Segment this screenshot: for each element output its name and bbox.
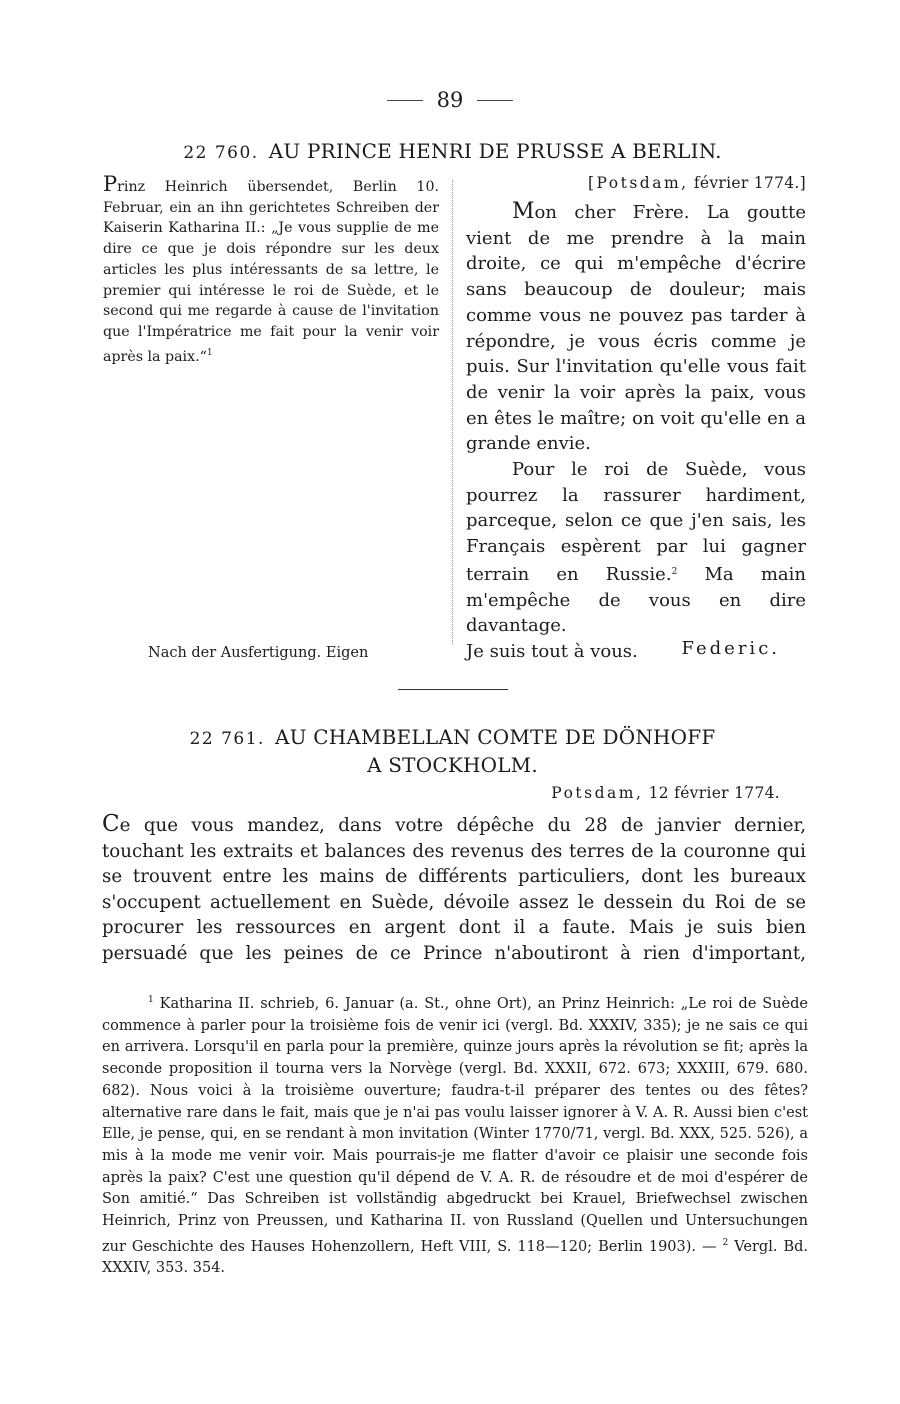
letter-2-dateline-place: Potsdam, xyxy=(551,784,644,802)
letter-2-body-text: e que vous mandez, dans votre dépêche du 28 de janvier dernier, touchant les extraits et balances des revenus des terres de la couronne qui se trouvent entre les mains de différents particuliers, dont les bureaux s'occupent actuellement en Suède, dévoile assez le dessein du Roi de se procurer les ressources en argent dont il a faute. Mais je suis bien persuadé que les peines de ce Prince n'aboutiront à rien d'important, xyxy=(102,815,806,964)
letter-1-paragraph-3: Je suis tout à vous. xyxy=(466,640,638,662)
page-number-rule-left xyxy=(387,100,423,101)
footnote-2-mark: 2 xyxy=(722,1237,729,1248)
letter-2-heading xyxy=(100,724,805,778)
letter-2-dateline-date: 12 février 1774. xyxy=(648,784,780,802)
column-divider xyxy=(452,180,453,645)
page-number-rule-right xyxy=(477,100,513,101)
letter-2-title-line-2: A STOCKHOLM. xyxy=(367,753,538,777)
section-separator xyxy=(398,689,508,690)
footnote-1-mark: 1 xyxy=(148,995,154,1005)
letter-2-initial: C xyxy=(102,811,120,837)
letter-2-number: 22 761. xyxy=(189,729,265,749)
letter-1-dateline xyxy=(466,174,806,192)
footnote-2-text: Vergl. Bd. XXXIV, 353. 354. xyxy=(102,1238,808,1277)
letter-1-text xyxy=(466,174,806,665)
letter-1-paragraph-1 xyxy=(466,199,806,457)
letter-1-heading xyxy=(100,138,805,166)
letter-2-body xyxy=(102,812,806,967)
footnote-ref-2: 2 xyxy=(671,566,678,577)
letter-1-initial: M xyxy=(512,199,535,224)
summary-initial: P xyxy=(103,172,118,196)
letter-1-paragraph-2-text-b: Ma main m'empêche de vous en dire davantage. xyxy=(466,563,806,637)
letter-1-number: 22 760. xyxy=(183,143,259,163)
letter-2-title-line-1: AU CHAMBELLAN COMTE DE DÖNHOFF xyxy=(274,725,716,749)
letter-1-signature: Federic. xyxy=(681,638,780,659)
letter-1-paragraph-2 xyxy=(466,457,806,639)
letter-1-paragraph-1-text: on cher Frère. La goutte vient de me prendre à la main droite, ce qui m'empêche d'écrire sans beaucoup de douleur; mais comme vous ne pouvez pas tarder à répondre, je vous écris comme je puis. Sur l'invitation qu'elle vous fait de venir la voir après la paix, vous en êtes le maître; on voit qu'elle en a grande envie. xyxy=(466,202,806,455)
letter-1-paragraph-2-text-a: Pour le roi de Suède, vous pourrez la rassurer hardiment, parceque, selon ce que j'en sais, les Français espèrent par lui gagner terrain en Russie. xyxy=(466,459,806,585)
letter-1-dateline-place: [Potsdam, xyxy=(587,174,689,192)
page-number xyxy=(0,88,900,112)
letter-2-heading-line-1 xyxy=(100,724,805,752)
letter-2-dateline xyxy=(551,784,780,802)
footnote-ref-1: 1 xyxy=(206,347,213,358)
footnotes xyxy=(102,990,808,1280)
letter-1-title: AU PRINCE HENRI DE PRUSSE A BERLIN. xyxy=(268,139,722,163)
footnote-1-text: Katharina II. schrieb, 6. Januar (a. St., ohne Ort), an Prinz Heinrich: „Le roi de Suède commence à parler pour la troisième fois de venir ici (vergl. Bd. XXXIV, 335); je ne sais ce qui en arrivera. Lorsqu'il en parla pour la première, quinze jours après la révolution se fit; après la seconde proposition il tourna vers la Norvège (vergl. Bd. XXXII, 672. 673; XXXIII, 679. 680. 682). Nous voici à la troisième ouverture; faudra-t-il préparer des tentes ou des fêtes? alternative rare dans le fait, mais que je n'ai pas voulu laisser ignorer à V. A. R. Aussi bien c'est Elle, je pense, qui, en se rendant à mon invitation (Winter 1770/71, vergl. Bd. XXX, 525. 526), a mis à la mode me venir voir. Mais pourrais-je me flatter d'avoir ce plaisir une seconde fois après la paix? C'est une question qu'il dépend de V. A. R. de résoudre et de moi d'espérer de Son amitié.“ Das Schreiben ist vollständig abgedruckt bei Krauel, Briefwechsel zwischen Heinrich, Prinz von Preussen, und Katharina II. von Russland (Quellen und Untersuchungen zur Geschichte des Hauses Hohenzollern, Heft VIII, S. 118—120; Berlin 1903). — xyxy=(102,996,808,1255)
letter-1-summary xyxy=(103,174,439,367)
page-number-text: 89 xyxy=(436,88,464,112)
letter-1-dateline-date: février 1774.] xyxy=(693,174,806,192)
summary-text: rinz Heinrich übersendet, Berlin 10. Februar, ein an ihn gerichtetes Schreiben der Kaiserin Katharina II.: „Je vous supplie de me dire ce que je dois répondre sur les deux articles les plus intéressants de sa lettre, le premier qui intéresse le roi de Suède, et le second qui me regarde à cause de l'invitation que l'Impératrice me fait pour la venir voir après la paix.“ xyxy=(103,179,439,365)
letter-1-source: Nach der Ausfertigung. Eigen xyxy=(148,645,369,661)
